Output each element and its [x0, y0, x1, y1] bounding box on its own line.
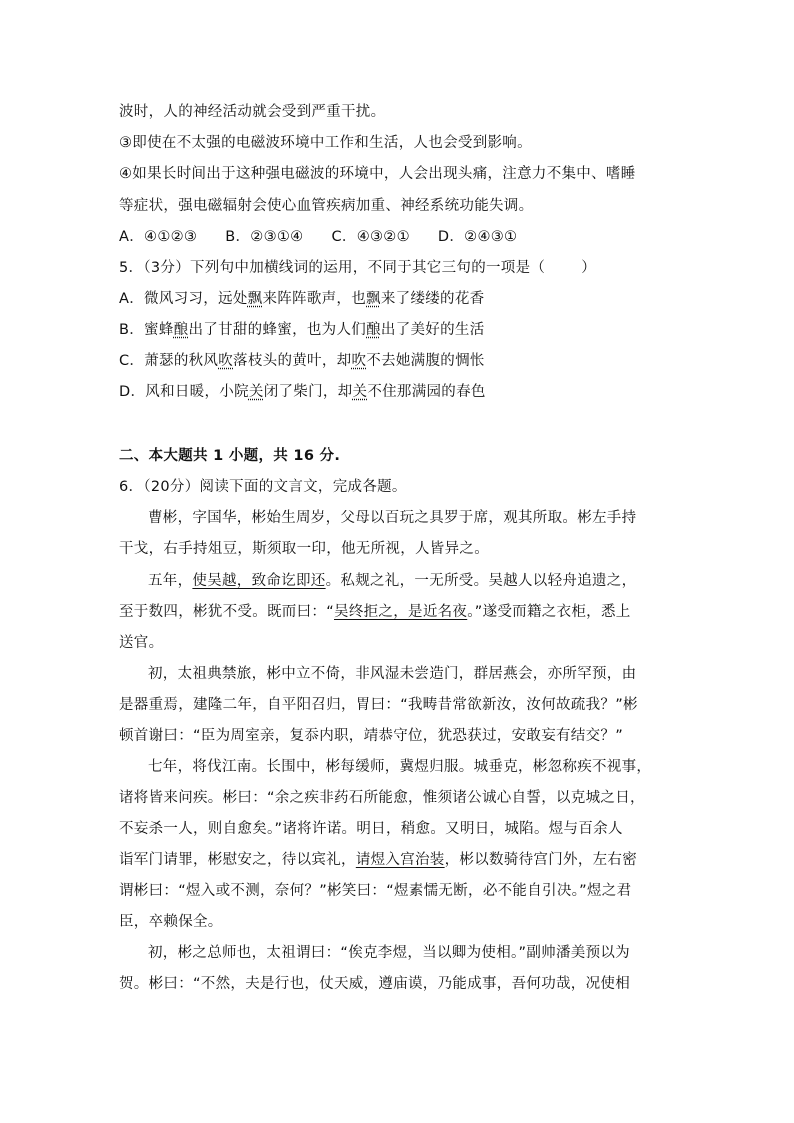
passage-line: 干戈，右手持俎豆，斯须取一印，他无所视，人皆异之。 — [119, 541, 489, 557]
underlined-phrase: 使吴越，致命讫即还 — [192, 573, 326, 589]
passage-line: 至于数四，彬犹不受。既而曰：“吴终拒之，是近名夜。”遂受而籍之衣柜，悉上 — [119, 604, 631, 620]
passage-line: 曹彬，字国华，彬始生周岁，父母以百玩之具罗于席，观其所取。彬左手持 — [148, 510, 637, 526]
q5-option-b: B．蜜蜂酿出了甘甜的蜂蜜，也为人们酿出了美好的生活 — [119, 322, 485, 338]
underlined-word: 关 — [248, 384, 264, 400]
passage-line: 顿首谢曰：“臣为周室亲，复忝内职，靖恭守位，犹恐获过，安敢妄有结交？” — [119, 728, 624, 744]
question-6-stem: 6．（20分）阅读下面的文言文，完成各题。 — [119, 479, 407, 495]
option-a: A．④①②③ — [119, 229, 198, 245]
text-line: 等症状，强电磁辐射会使心血管疾病加重、神经系统功能失调。 — [119, 198, 534, 214]
underlined-word: 飘 — [247, 291, 263, 307]
q5-option-a: A．微风习习，远处飘来阵阵歌声，也飘来了缕缕的花香 — [119, 291, 485, 307]
text-line: ④如果长时间出于这种强电磁波的环境中，人会出现头痛，注意力不集中、嗜睡 — [119, 166, 636, 182]
passage-line: 初，太祖典禁旅，彬中立不倚，非风湿未尝造门，群居燕会，亦所罕预，由 — [148, 666, 637, 682]
underlined-word: 酿 — [173, 322, 189, 338]
option-b: B．②③①④ — [225, 229, 304, 245]
passage-line: 诣军门请罪，彬慰安之，待以宾礼，请煜入宫治装，彬以数骑待宫门外，左右密 — [119, 852, 638, 868]
question-5-stem: 5．（3分）下列句中加横线词的运用，不同于其它三句的一项是（ ） — [119, 260, 597, 276]
underlined-phrase: 请煜入宫治装 — [355, 852, 445, 868]
q5-option-d: D．风和日暖，小院关闭了柴门，却关不住那满园的春色 — [119, 384, 486, 400]
q5-option-c: C．萧瑟的秋风吹落枝头的黄叶，却吹不去她满腹的惆怅 — [119, 353, 485, 369]
underlined-word: 关 — [352, 384, 368, 400]
option-c: C．④③②① — [331, 229, 410, 245]
passage-line: 不妄杀一人，则自愈矣。”诸将许诺。明日，稍愈。又明日，城陷。煜与百余人 — [119, 821, 623, 837]
passage-line: 贺。彬曰：“不然，夫是行也，仗天威，遵庙谟，乃能成事，吾何功哉，况使相 — [119, 976, 631, 992]
underlined-word: 飘 — [366, 291, 381, 307]
underlined-word: 吹 — [218, 353, 234, 369]
passage-line: 五年，使吴越，致命讫即还。私觌之礼，一无所受。吴越人以轻舟追遗之， — [148, 573, 637, 589]
passage-line: 谓彬曰：“煜入或不测，奈何？”彬笑曰：“煜素懦无断，必不能自引决。”煜之君 — [119, 883, 632, 899]
passage-line: 初，彬之总师也，太祖谓曰：“俟克李煜，当以卿为使相。”副帅潘美预以为 — [148, 945, 630, 961]
text-line: ③即使在不太强的电磁波环境中工作和生活，人也会受到影响。 — [119, 135, 532, 151]
text-line: 波时，人的神经活动就会受到严重干扰。 — [119, 104, 386, 120]
option-d: D．②④③① — [437, 229, 518, 245]
q4-options — [119, 227, 545, 247]
section-heading: 二、本大题共 1 小题，共 16 分. — [119, 448, 341, 464]
passage-line: 臣，卒赖保全。 — [119, 914, 223, 930]
passage-line: 七年，将伐江南。长围中，彬每缓师，冀煜归服。城垂克，彬忽称疾不视事， — [148, 759, 652, 775]
passage-line: 是器重焉，建隆二年，自平阳召归，胃曰：“我畴昔常欲新汝，汝何故疏我？”彬 — [119, 697, 638, 713]
underlined-word: 酿 — [366, 322, 381, 338]
passage-line: 诸将皆来问疾。彬曰：“余之疾非药石所能愈，惟须诸公诚心自誓，以克城之日， — [119, 790, 645, 806]
passage-line: 送官。 — [119, 635, 164, 651]
underlined-phrase: 吴终拒之，是近名夜 — [334, 604, 468, 620]
underlined-word: 吹 — [351, 353, 367, 369]
